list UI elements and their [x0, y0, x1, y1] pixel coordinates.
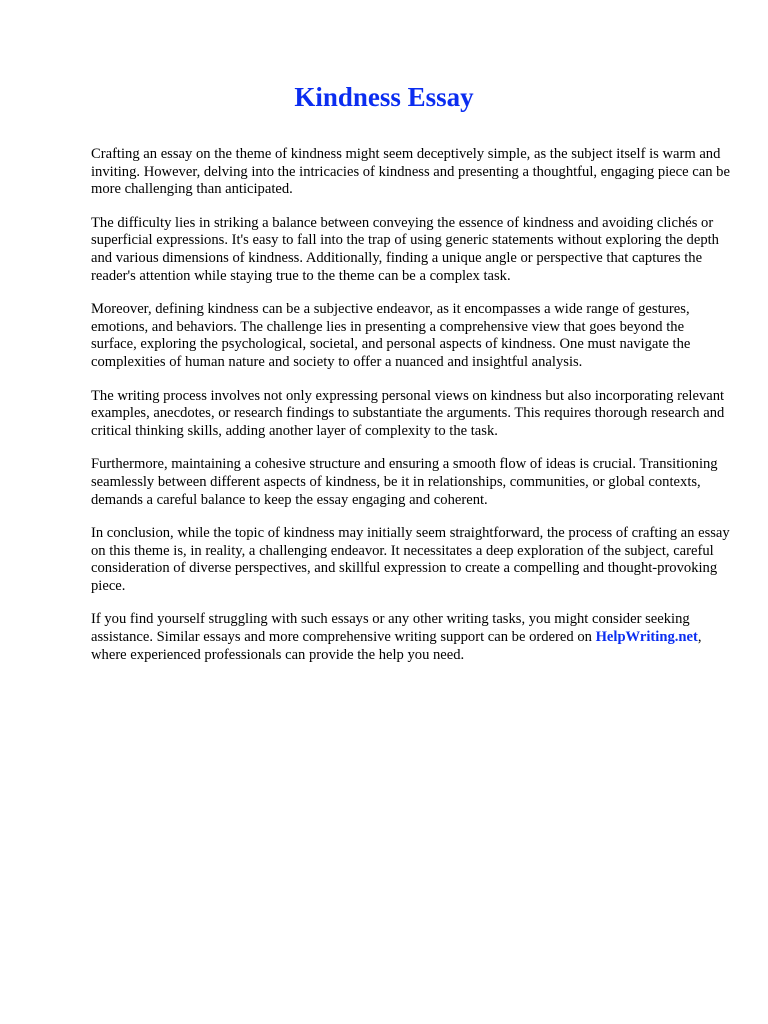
- paragraph-1: Crafting an essay on the theme of kindness might seem deceptively simple, as the subject itself is warm and inviting. However, delving into the intricacies of kindness and presenting a thoughtful, engaging piece can be more challenging than anticipated.: [91, 146, 730, 198]
- essay-body: [91, 146, 731, 680]
- paragraph-3: Moreover, defining kindness can be a subjective endeavor, as it encompasses a wide range of gestures, emotions, and behaviors. The challenge lies in presenting a comprehensive view that goes beyond the surface, exploring the psychological, societal, and personal aspects of kindness. One must navigate the complexities of human nature and society to offer a nuanced and insightful analysis.: [91, 301, 691, 370]
- paragraph-5: Furthermore, maintaining a cohesive structure and ensuring a smooth flow of ideas is crucial. Transitioning seamlessly between different aspects of kindness, be it in relationships, communities, or global contexts, demands a careful balance to keep the essay engaging and coherent.: [91, 456, 718, 508]
- paragraph-2: The difficulty lies in striking a balance between conveying the essence of kindness and avoiding clichés or superficial expressions. It's easy to fall into the trap of using generic statements without exploring the depth and various dimensions of kindness. Additionally, finding a unique angle or perspective that captures the reader's attention while staying true to the theme can be a complex task.: [91, 214, 719, 284]
- paragraph-4: The writing process involves not only expressing personal views on kindness but also incorporating relevant examples, anecdotes, or research findings to substantiate the arguments. This requires thorough research and critical thinking skills, adding another layer of complexity to the task.: [91, 387, 725, 439]
- helpwriting-link[interactable]: HelpWriting.net: [595, 629, 698, 646]
- closing-text-before-link: If you find yourself struggling with such essays or any other writing tasks, you might consider seeking assistance. Similar essays and more comprehensive writing support can be ordered on: [91, 611, 690, 646]
- paragraph-6: In conclusion, while the topic of kindness may initially seem straightforward, the process of crafting an essay on this theme is, in reality, a challenging endeavor. It necessitates a deep exploration of the subject, careful consideration of diverse perspectives, and skillful expression to create a compelling and thought-provoking piece.: [91, 525, 730, 594]
- closing-text-after-link: , where experienced professionals can provide the help you need.: [91, 629, 702, 663]
- page-title: Kindness Essay: [294, 82, 474, 112]
- closing-paragraph: [91, 611, 731, 664]
